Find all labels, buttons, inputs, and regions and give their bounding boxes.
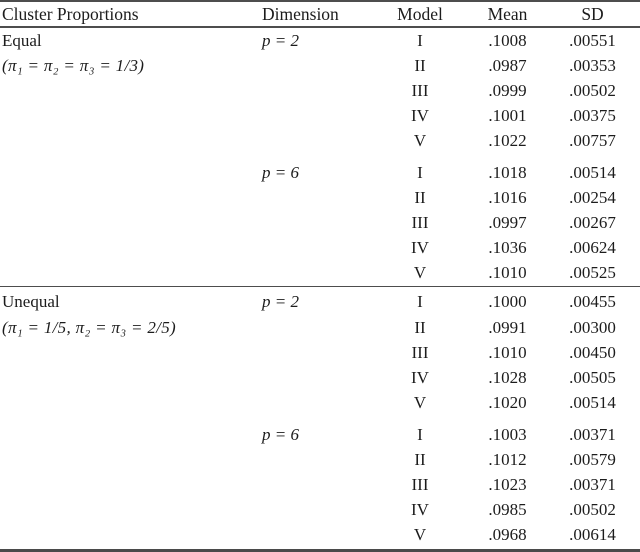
column-header-model: Model xyxy=(397,3,443,24)
cell-model: V xyxy=(413,525,427,545)
cluster-proportions-label: Unequal xyxy=(2,292,60,312)
cell-model: III xyxy=(411,342,429,362)
cell-mean: .1000 xyxy=(488,292,527,312)
cell-sd: .00525 xyxy=(569,263,616,283)
table-row xyxy=(0,160,640,185)
dimension-value: p = 2 xyxy=(262,30,299,50)
cell-mean: .1012 xyxy=(488,450,527,470)
cell-model: IV xyxy=(411,367,429,387)
cell-model: V xyxy=(413,130,427,150)
table-row xyxy=(0,290,640,315)
cell-sd: .00551 xyxy=(569,30,616,50)
cell-model: II xyxy=(414,450,426,470)
cell-sd: .00254 xyxy=(569,188,616,208)
cell-sd: .00514 xyxy=(569,392,616,412)
cell-model: II xyxy=(414,188,426,208)
column-header-cluster-proportions: Cluster Proportions xyxy=(2,3,139,24)
cell-sd: .00502 xyxy=(569,500,616,520)
cell-sd: .00375 xyxy=(569,105,616,125)
cell-mean: .1018 xyxy=(488,163,527,183)
block-unequal-p2 xyxy=(0,290,640,415)
cluster-proportions-formula: (π₁ = 1/5, π₂ = π₃ = 2/5) xyxy=(2,317,176,337)
cell-sd: .00300 xyxy=(569,317,616,337)
cell-mean: .1008 xyxy=(488,30,527,50)
cell-model: III xyxy=(411,475,429,495)
table-row xyxy=(0,315,640,340)
cell-mean: .1020 xyxy=(488,392,527,412)
cell-model: III xyxy=(411,80,429,100)
table-row xyxy=(0,103,640,128)
table-row xyxy=(0,422,640,447)
dimension-value: p = 6 xyxy=(262,424,299,444)
cell-sd: .00614 xyxy=(569,525,616,545)
cell-model: III xyxy=(411,213,429,233)
table-row xyxy=(0,28,640,53)
cell-sd: .00371 xyxy=(569,475,616,495)
cell-sd: .00267 xyxy=(569,213,616,233)
table-row xyxy=(0,211,640,236)
block-equal-p2 xyxy=(0,28,640,153)
table-row xyxy=(0,473,640,498)
table-row xyxy=(0,236,640,261)
cell-mean: .1001 xyxy=(488,105,527,125)
cell-sd: .00450 xyxy=(569,342,616,362)
table-row xyxy=(0,365,640,390)
cell-mean: .0997 xyxy=(488,213,527,233)
cell-model: II xyxy=(414,55,426,75)
cell-mean: .1010 xyxy=(488,263,527,283)
cell-sd: .00757 xyxy=(569,130,616,150)
table-row xyxy=(0,53,640,78)
table-row xyxy=(0,340,640,365)
column-header-sd: SD xyxy=(581,3,604,24)
column-header-mean: Mean xyxy=(487,3,528,24)
cell-mean: .1003 xyxy=(488,424,527,444)
block-unequal-p6 xyxy=(0,422,640,547)
table-row xyxy=(0,186,640,211)
cell-mean: .1036 xyxy=(488,238,527,258)
cell-sd: .00505 xyxy=(569,367,616,387)
cell-sd: .00579 xyxy=(569,450,616,470)
section-unequal xyxy=(0,286,640,548)
section-equal xyxy=(0,28,640,286)
cell-mean: .1016 xyxy=(488,188,527,208)
table-row xyxy=(0,448,640,473)
table-row xyxy=(0,523,640,548)
cell-mean: .0987 xyxy=(488,55,527,75)
cell-sd: .00514 xyxy=(569,163,616,183)
cell-mean: .1023 xyxy=(488,475,527,495)
cell-sd: .00371 xyxy=(569,424,616,444)
table-row xyxy=(0,390,640,415)
cell-sd: .00624 xyxy=(569,238,616,258)
cell-model: I xyxy=(417,163,423,183)
cell-mean: .1010 xyxy=(488,342,527,362)
cell-model: I xyxy=(417,292,423,312)
table-header-row xyxy=(0,2,640,28)
table-row xyxy=(0,128,640,153)
cell-model: II xyxy=(414,317,426,337)
cell-sd: .00455 xyxy=(569,292,616,312)
cell-sd: .00502 xyxy=(569,80,616,100)
cluster-proportions-formula: (π₁ = π₂ = π₃ = 1/3) xyxy=(2,55,145,75)
cell-mean: .0968 xyxy=(488,525,527,545)
column-header-dimension: Dimension xyxy=(262,3,339,24)
cluster-proportions-label: Equal xyxy=(2,30,42,50)
cell-model: V xyxy=(413,263,427,283)
table-row xyxy=(0,261,640,286)
cell-model: IV xyxy=(411,238,429,258)
cell-model: V xyxy=(413,392,427,412)
cell-model: IV xyxy=(411,105,429,125)
cell-mean: .0985 xyxy=(488,500,527,520)
cell-mean: .0999 xyxy=(488,80,527,100)
cell-mean: .1028 xyxy=(488,367,527,387)
dimension-value: p = 2 xyxy=(262,292,299,312)
cell-sd: .00353 xyxy=(569,55,616,75)
table-row xyxy=(0,78,640,103)
table-row xyxy=(0,498,640,523)
cell-mean: .1022 xyxy=(488,130,527,150)
cell-model: IV xyxy=(411,500,429,520)
cell-model: I xyxy=(417,424,423,444)
block-equal-p6 xyxy=(0,160,640,285)
cell-model: I xyxy=(417,30,423,50)
cell-mean: .0991 xyxy=(488,317,527,337)
dimension-value: p = 6 xyxy=(262,163,299,183)
